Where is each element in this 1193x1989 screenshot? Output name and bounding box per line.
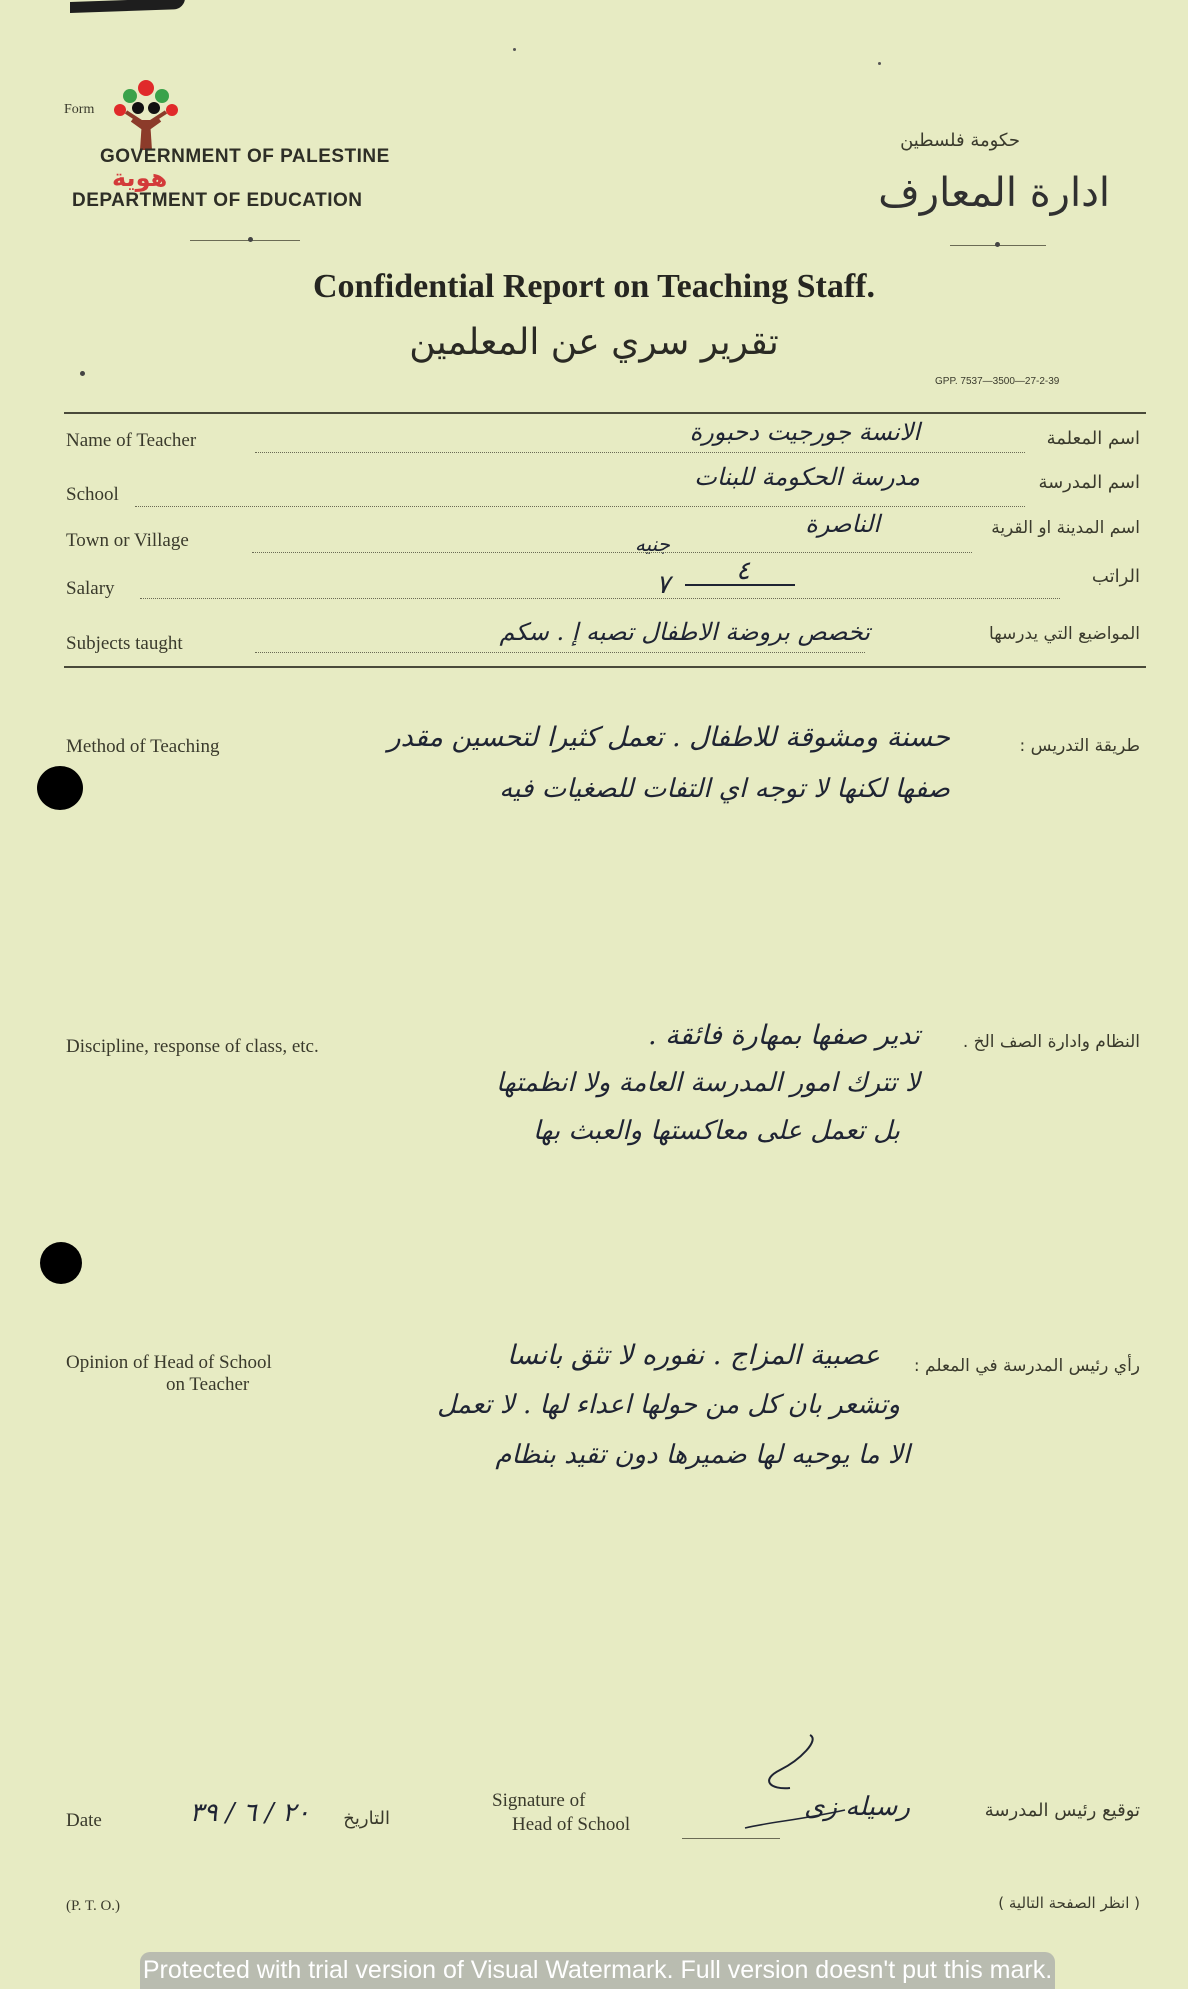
title-en: Confidential Report on Teaching Staff. [313,268,875,305]
signature-value: رسيله زى [804,1792,910,1822]
discipline-text-line2: لا تترك امور المدرسة العامة ولا انظمتها [496,1068,920,1098]
org-name-en: GOVERNMENT OF PALESTINE [100,146,390,167]
punch-hole-top [37,766,83,810]
discipline-text-line1: تدير صفها بمهارة فائقة . [647,1020,920,1051]
signature-label-en-line2: Head of School [512,1814,631,1835]
date-label-en: Date [66,1810,102,1831]
field-label-ar-salary: الراتب [1091,566,1140,587]
field-value-salary: ٧ [656,570,670,600]
field-label-town: Town or Village [66,530,189,551]
opinion-label-en-line1: Opinion of Head of School [66,1352,272,1373]
method-text-line2: صفها لكنها لا توجه اي التفات للصغيات فيه [499,774,950,804]
signature-flourish [740,1730,850,1830]
discipline-label-en: Discipline, response of class, etc. [66,1036,319,1057]
opinion-text-line1: عصبية المزاج . نفوره لا تثق بانسا [507,1340,880,1371]
method-text-line1: حسنة ومشوقة للاطفال . تعمل كثيرا لتحسين مقدر [387,722,950,753]
opinion-label-ar: رأي رئيس المدرسة في المعلم : [913,1356,1140,1376]
title-ar: تقرير سري عن المعلمين [409,322,779,363]
scan-speck [878,62,881,65]
field-label-ar-subjects: المواضيع التي يدرسها [989,624,1140,644]
field-label-school: School [66,484,119,505]
field-label-salary: Salary [66,578,115,599]
opinion-text-line3: الا ما يوحيه لها ضميرها دون تقيد بنظام [495,1440,910,1470]
date-label-ar: التاريخ [343,1808,390,1829]
dept-name-en: DEPARTMENT OF EDUCATION [72,190,363,211]
field-value-town: الناصرة [805,510,880,538]
opinion-text-line2: وتشعر بان كل من حولها اعداء لها . لا تعمل [437,1390,900,1420]
field-value-school: مدرسة الحكومة للبنات [694,463,920,491]
field-line-school [135,506,1025,507]
opinion-label-en-line2: on Teacher [166,1374,250,1395]
field-line-salary [140,598,1060,599]
field-label-ar-teacher-name: اسم المعلمة [1046,428,1140,449]
signature-line [682,1838,780,1839]
field-label-ar-town: اسم المدينة او القرية [991,518,1140,538]
dept-name-ar: ادارة المعارف [878,170,1110,216]
method-label-en: Method of Teaching [66,736,220,757]
punch-hole-bottom [40,1242,82,1284]
scan-edge-mark [70,0,185,13]
field-label-subjects: Subjects taught [66,633,183,654]
salary-underline [685,584,795,586]
field-line-subjects [255,652,865,653]
header-rule-left [190,240,300,241]
signature-label-en-line1: Signature of [492,1790,586,1811]
field-line-teacher-name [255,452,1025,453]
pto-ar: ( انظر الصفحة التالية ) [998,1894,1140,1912]
field-value-town-2: جنيه [634,532,670,556]
pto-en: (P. T. O.) [66,1898,121,1914]
date-value: ٢٠ / ٦ / ٣٩ [189,1798,310,1828]
fields-top-rule [64,412,1146,414]
discipline-label-ar: النظام وادارة الصف الخ . [962,1032,1140,1052]
logo-text: هوية [112,164,168,192]
watermark-banner: Protected with trial version of Visual Watermark. Full version doesn't put this mark. [140,1952,1055,1989]
signature-label-ar: توقيع رئيس المدرسة [984,1800,1140,1821]
field-value-salary-2: ٤ [736,556,750,586]
bullet-mark [80,371,85,376]
form-label: Form [64,102,95,117]
header-rule-dot-right [995,242,1000,247]
org-name-ar: حكومة فلسطين [900,130,1020,151]
fields-bottom-rule [64,666,1146,668]
field-label-teacher-name: Name of Teacher [66,430,197,451]
header-rule-dot-left [248,237,253,242]
field-label-ar-school: اسم المدرسة [1038,472,1140,493]
method-label-ar: طريقة التدريس : [1019,736,1140,756]
field-value-teacher-name: الانسة جورجيت دحبورة [689,418,920,446]
field-value-subjects: تخصص بروضة الاطفال تصبه إ . سكم [499,618,870,646]
print-code: GPP. 7537—3500—27-2-39 [935,376,1060,387]
discipline-text-line3: بل تعمل على معاكستها والعبث بها [532,1116,900,1146]
scan-speck [513,48,516,51]
